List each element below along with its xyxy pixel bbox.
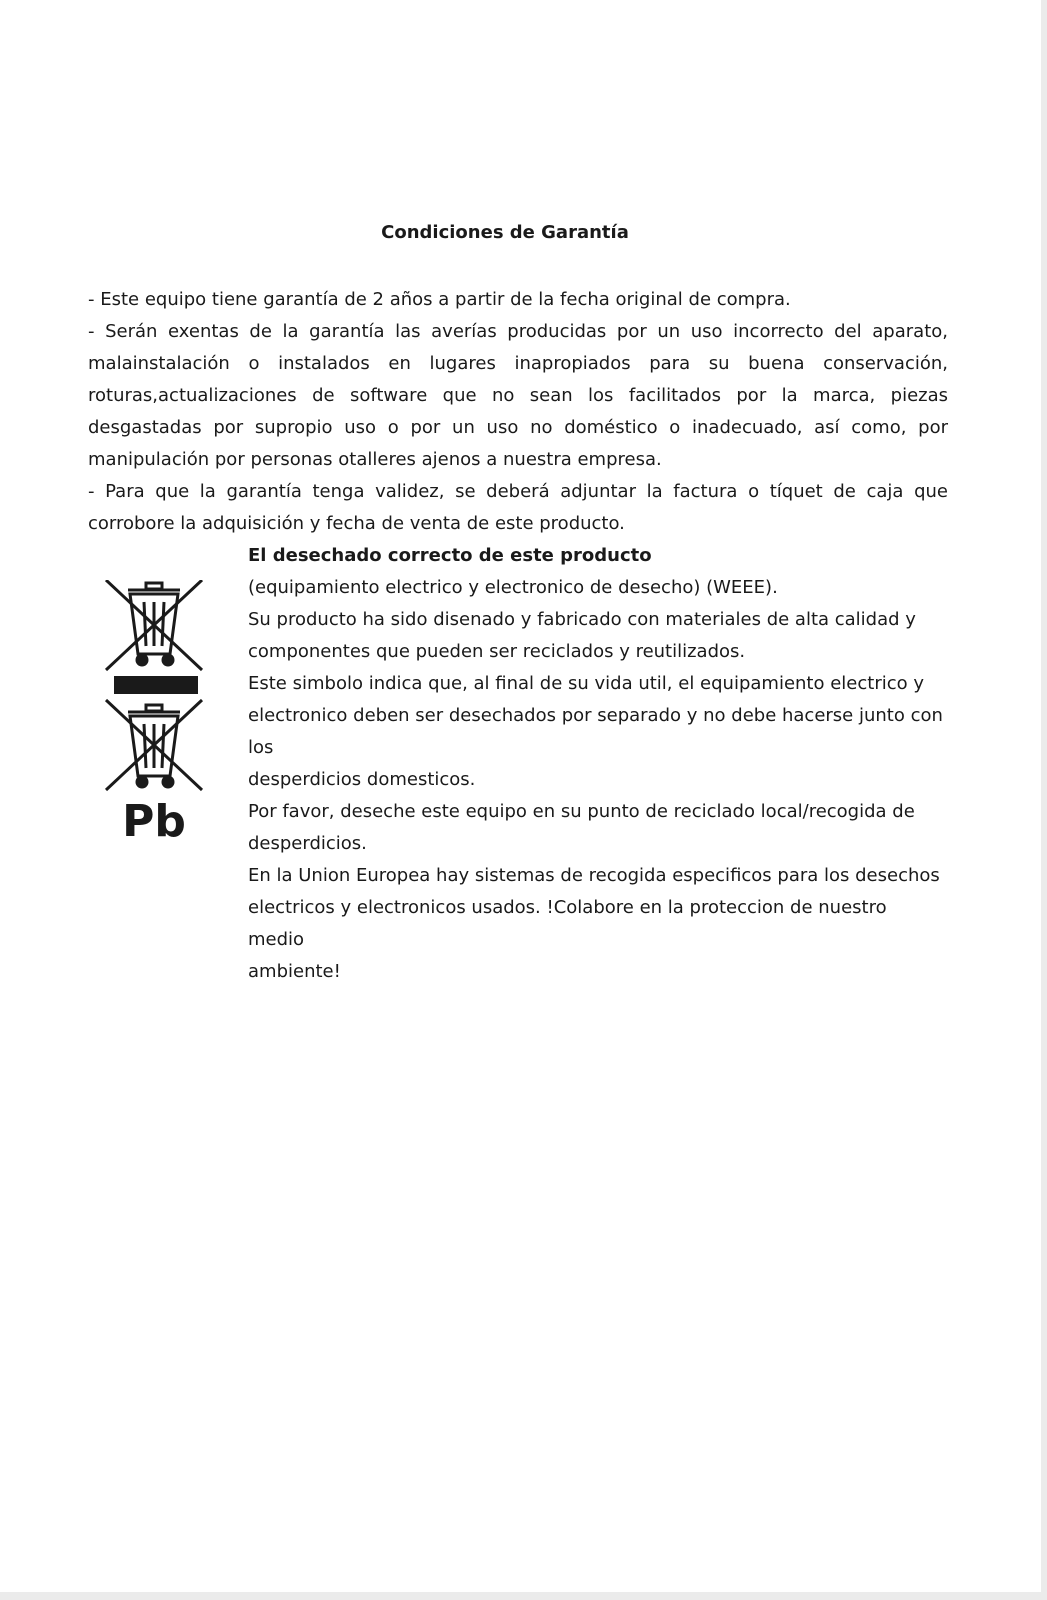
warranty-paragraph-3: - Para que la garantía tenga validez, se deberá adjuntar la factura o tíquet de caja que corrobore la adquisición y fecha de venta de este producto. [88,481,948,534]
disposal-line: En la Union Europea hay sistemas de recogida especificos para los desechos [248,865,940,886]
disposal-line: Por favor, deseche este equipo en su punto de reciclado local/recogida de [248,801,915,822]
warranty-conditions [88,284,948,540]
disposal-section [248,540,948,988]
page-title: Condiciones de Garantía [381,222,629,243]
disposal-line: Su producto ha sido disenado y fabricado con materiales de alta calidad y [248,609,916,630]
crossed-out-wheelie-bin-icon [98,580,210,842]
disposal-line: componentes que pueden ser reciclados y reutilizados. [248,641,746,662]
warranty-paragraph-2: - Serán exentas de la garantía las averías producidas por un uso incorrecto del aparato, malainstalación o instalados en lugares inapropiados para su buena conservación, roturas,actualizaciones de software que no sean los facilitados por la marca, piezas desgastadas por supropio uso o por un uso no doméstico o inadecuado, así como, por manipulación por personas otalleres ajenos a nuestra empresa. [88,321,948,470]
disposal-line: electronico deben ser desechados por separado y no debe hacerse junto con los [248,705,943,758]
pb-label: Pb [122,796,186,842]
disposal-heading: El desechado correcto de este producto [248,545,652,566]
warranty-paragraph-1: - Este equipo tiene garantía de 2 años a partir de la fecha original de compra. [88,289,791,310]
disposal-line: electricos y electronicos usados. !Colabore en la proteccion de nuestro medio [248,897,887,950]
disposal-line: ambiente! [248,961,341,982]
disposal-line: Este simbolo indica que, al final de su vida util, el equipamiento electrico y [248,673,925,694]
disposal-line: desperdicios domesticos. [248,769,476,790]
disposal-line: desperdicios. [248,833,367,854]
disposal-line: (equipamiento electrico y electronico de desecho) (WEEE). [248,577,778,598]
